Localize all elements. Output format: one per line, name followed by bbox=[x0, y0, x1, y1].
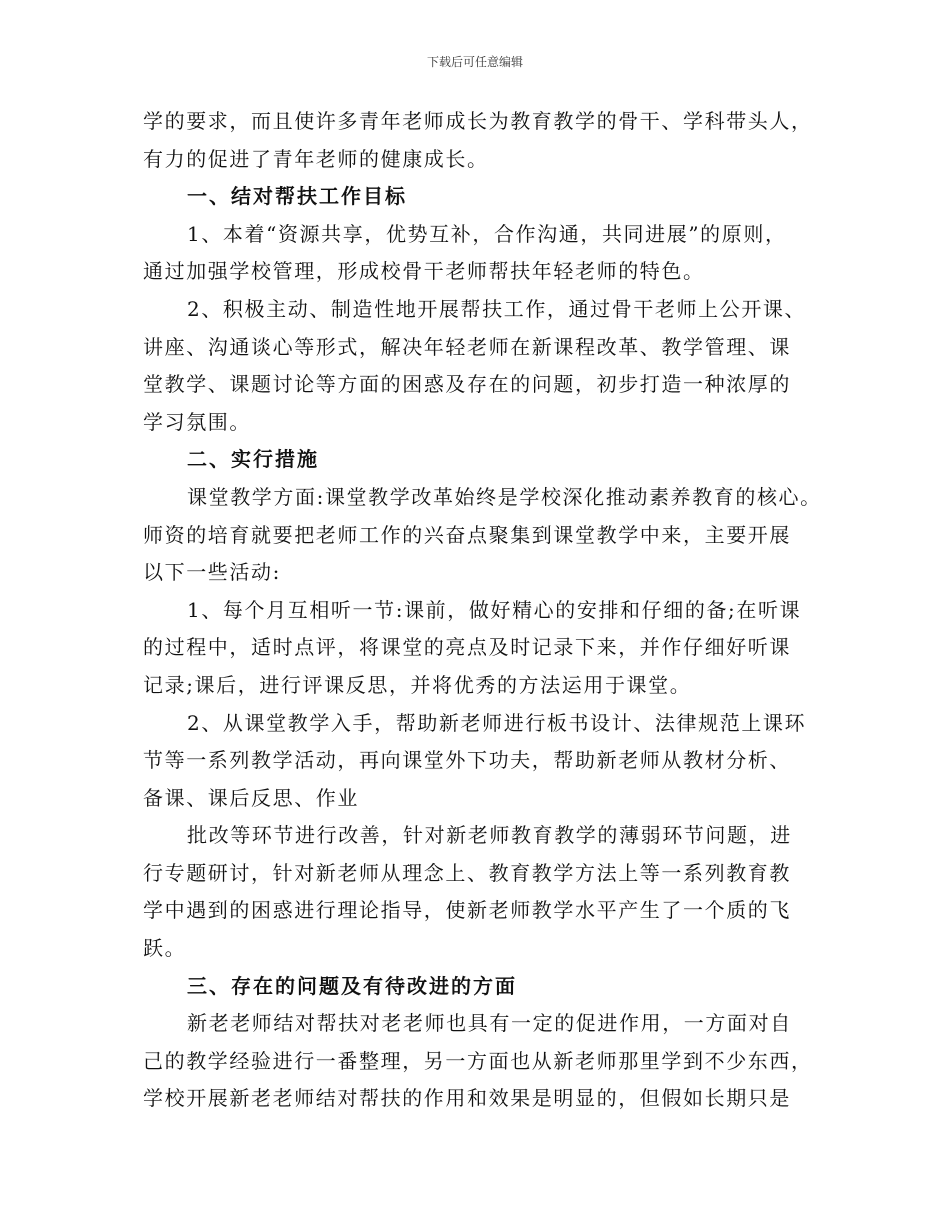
paragraph-line: 2、从课堂教学入手，帮助新老师进行板书设计、法律规范上课环 bbox=[187, 710, 807, 735]
paragraph-line: 批改等环节进行改善，针对新老师教育教学的薄弱环节问题，进 bbox=[187, 823, 792, 848]
paragraph-line: 学的要求，而且使许多青年老师成长为教育教学的骨干、学科带头人， bbox=[143, 109, 813, 133]
paragraph-line: 备课、课后反思、作业 bbox=[143, 785, 359, 810]
paragraph-line: 学校开展新老老师结对帮扶的作用和效果是明显的，但假如长期只是 bbox=[143, 1086, 791, 1111]
paragraph-line: 有力的促进了青年老师的健康成长。 bbox=[143, 146, 489, 171]
paragraph-line: 跃。 bbox=[143, 936, 187, 961]
paragraph-line: 1、每个月互相听一节:课前，做好精心的安排和仔细的备;在听课 bbox=[187, 597, 802, 622]
section-heading-2: 二、实行措施 bbox=[187, 447, 319, 472]
paragraph-line: 行专题研讨，针对新老师从理念上、教育教学方法上等一系列教育教 bbox=[143, 860, 791, 885]
paragraph-line: 节等一系列教学活动，再向课堂外下功夫，帮助新老师从教材分析、 bbox=[143, 748, 791, 773]
paragraph-line: 新老老师结对帮扶对老老师也具有一定的促进作用，一方面对自 bbox=[187, 1011, 792, 1036]
paragraph-line: 记录;课后，进行评课反思，并将优秀的方法运用于课堂。 bbox=[143, 672, 692, 697]
page-header: 下载后可任意编辑 bbox=[426, 55, 523, 69]
paragraph-line: 学习氛围。 bbox=[143, 409, 251, 434]
paragraph-line: 讲座、沟通谈心等形式，解决年轻老师在新课程改革、教学管理、课 bbox=[143, 334, 791, 359]
paragraph-line: 课堂教学方面:课堂教学改革始终是学校深化推动素养教育的核心。 bbox=[187, 484, 822, 509]
paragraph-line: 师资的培育就要把老师工作的兴奋点聚集到课堂教学中来，主要开展 bbox=[143, 522, 791, 547]
paragraph-line: 的过程中，适时点评，将课堂的亮点及时记录下来，并作仔细好听课 bbox=[143, 635, 791, 660]
paragraph-line: 2、积极主动、制造性地开展帮扶工作，通过骨干老师上公开课、 bbox=[187, 296, 807, 321]
paragraph-line: 学中遇到的困惑进行理论指导，使新老师教学水平产生了一个质的飞 bbox=[143, 898, 791, 923]
paragraph-line: 1、本着“资源共享，优势互补，合作沟通，共同进展”的原则， bbox=[187, 221, 787, 246]
section-heading-1: 一、结对帮扶工作目标 bbox=[187, 184, 407, 209]
document-body bbox=[143, 103, 823, 1118]
paragraph-line: 堂教学、课题讨论等方面的困惑及存在的问题，初步打造一种浓厚的 bbox=[143, 372, 791, 397]
paragraph-line: 以下一些活动: bbox=[143, 560, 281, 585]
paragraph-line: 己的教学经验进行一番整理，另一方面也从新老师那里学到不少东西， bbox=[143, 1048, 813, 1073]
paragraph-line: 通过加强学校管理，形成校骨干老师帮扶年轻老师的特色。 bbox=[143, 259, 705, 284]
section-heading-3: 三、存在的问题及有待改进的方面 bbox=[187, 973, 517, 998]
